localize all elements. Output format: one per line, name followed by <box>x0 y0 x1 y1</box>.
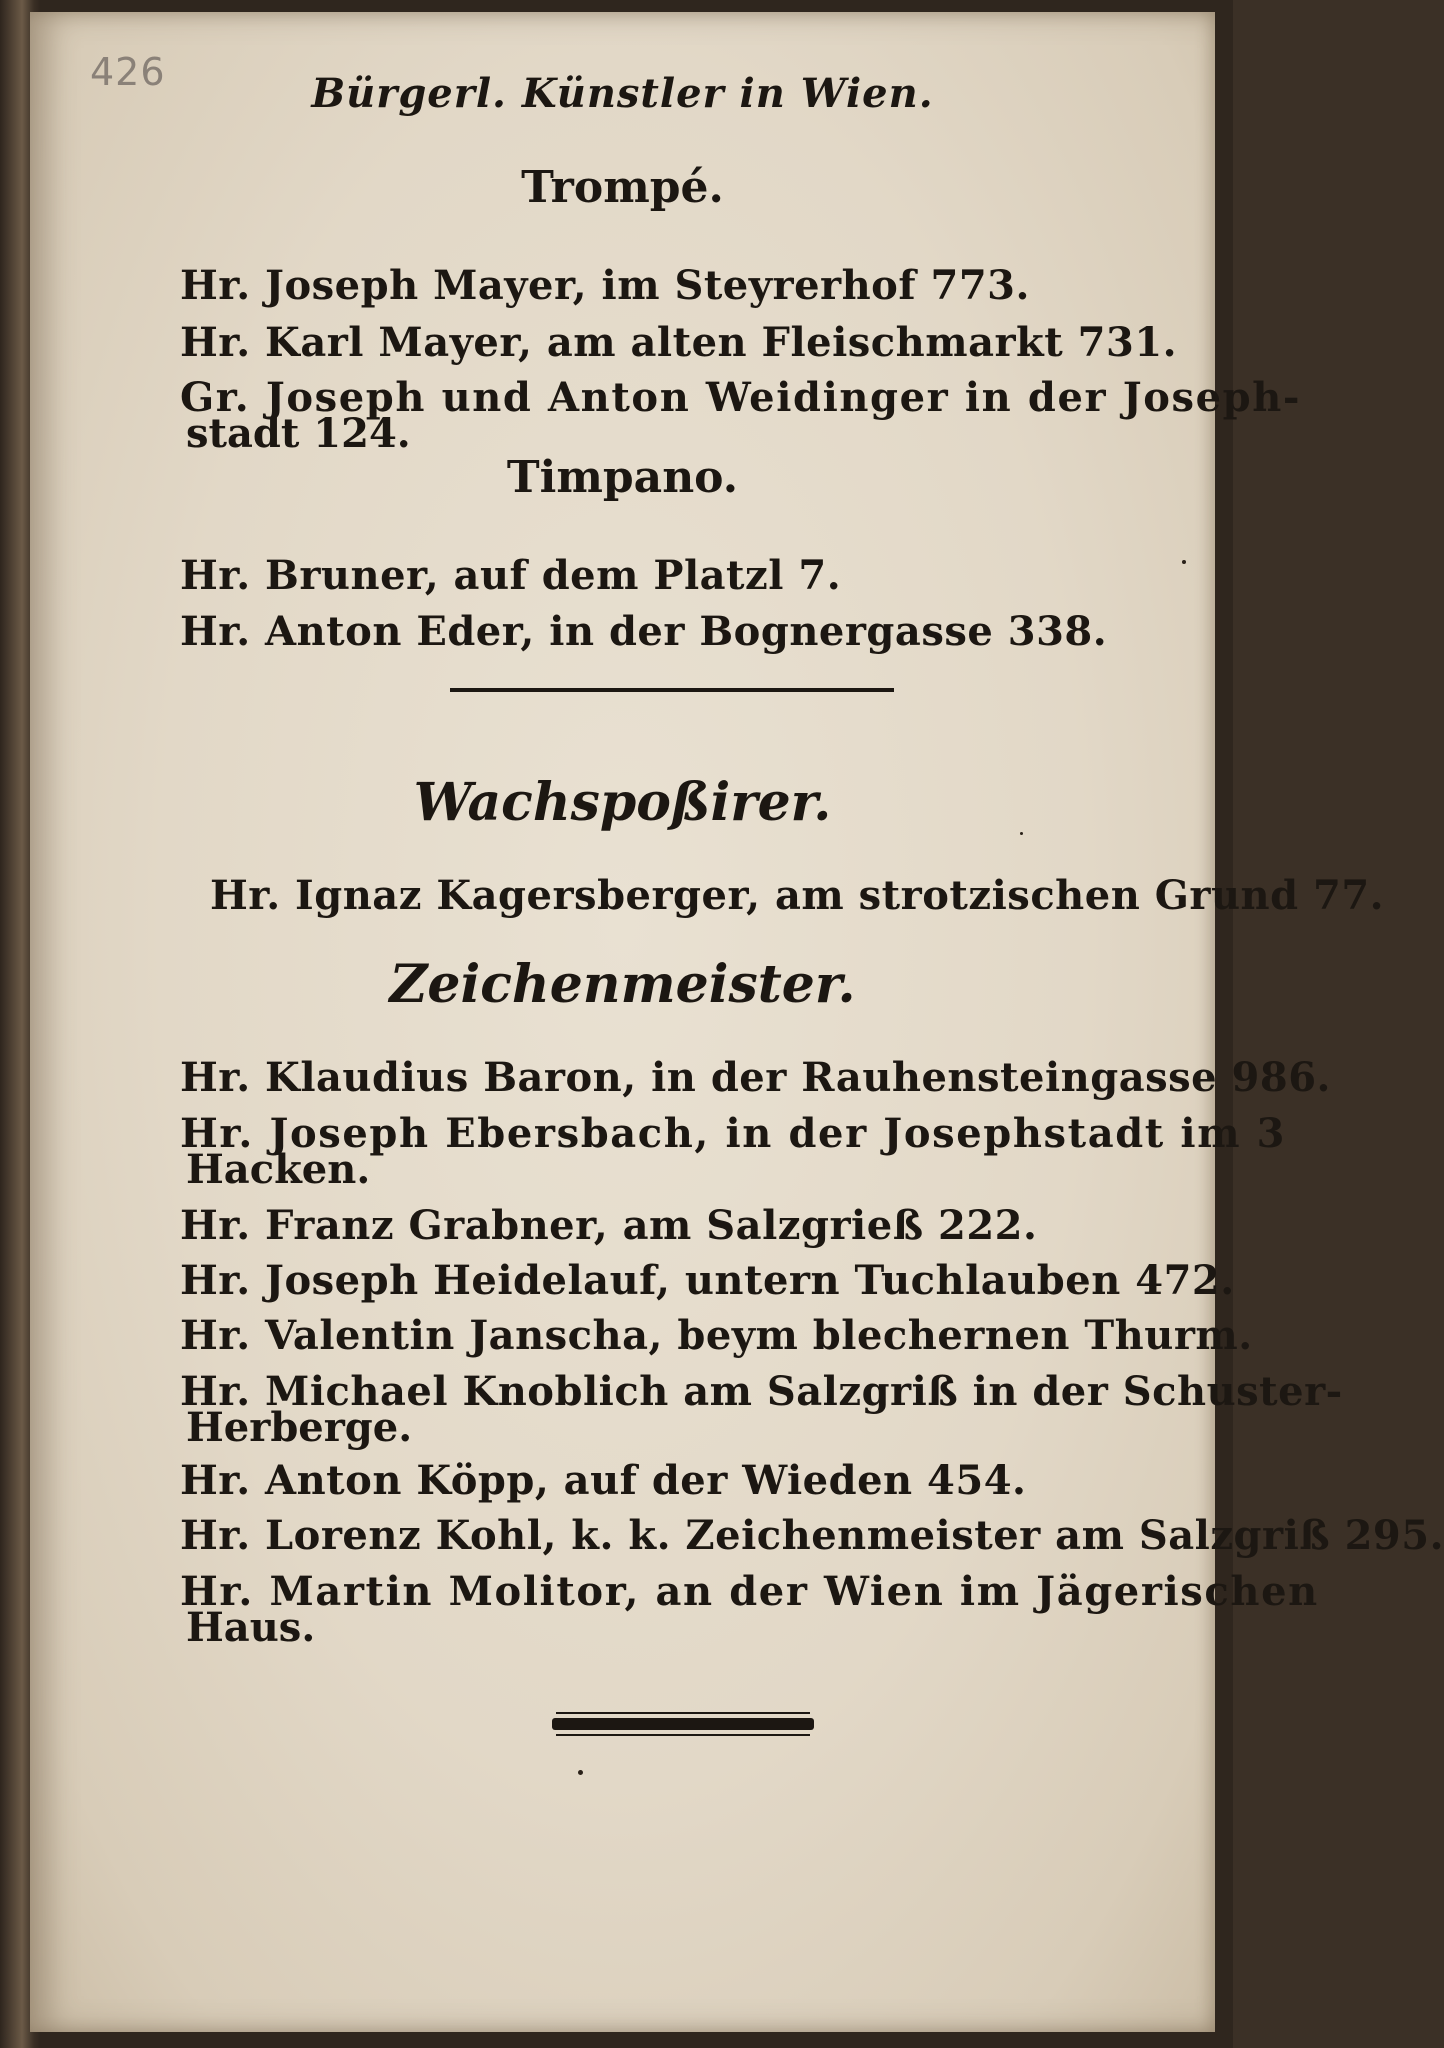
entry-line: Hr. Joseph Ebersbach, in der Josephstadt im 3 <box>180 1110 1287 1157</box>
running-head: Bürgerl. Künstler in Wien. <box>311 70 934 117</box>
entry-line: Hr. Ignaz Kagersberger, am strotzischen Grund 77. <box>210 872 1385 919</box>
entry-continuation: stadt 124. <box>186 410 411 457</box>
end-ornament <box>552 1712 814 1736</box>
book-page <box>30 12 1444 2032</box>
entry-line: Hr. Karl Mayer, am alten Fleischmarkt 731. <box>180 319 1178 366</box>
section-title-timpano: Timpano. <box>506 452 739 503</box>
entry-line: Hr. Martin Molitor, an der Wien im Jägerischen <box>180 1568 1319 1615</box>
section-title-trompe: Trompé. <box>521 162 724 213</box>
section-title-wachsposirer: Wachspoßirer. <box>413 772 832 833</box>
section-title-zeichenmeister: Zeichenmeister. <box>389 954 856 1015</box>
ornament-bar <box>552 1718 814 1730</box>
ornament-line <box>556 1734 810 1736</box>
entry-line: Hr. Michael Knoblich am Salzgriß in der Schuster- <box>180 1368 1343 1415</box>
entry-line: Hr. Anton Köpp, auf der Wieden 454. <box>180 1457 1027 1504</box>
entry-line: Hr. Lorenz Kohl, k. k. Zeichenmeister am Salzgriß 295. <box>180 1512 1444 1559</box>
page-number: 426 <box>90 50 166 94</box>
entry-continuation: Hacken. <box>186 1146 371 1193</box>
entry-continuation: Haus. <box>186 1604 316 1651</box>
entry-line: Hr. Bruner, auf dem Platzl 7. <box>180 552 842 599</box>
entry-line: Hr. Valentin Janscha, beym blechernen Thurm. <box>180 1312 1253 1359</box>
ink-speck <box>1020 832 1023 835</box>
entry-line: Hr. Franz Grabner, am Salzgrieß 222. <box>180 1202 1038 1249</box>
ink-speck <box>578 1770 583 1775</box>
entry-continuation: Herberge. <box>186 1404 413 1451</box>
ornament-line <box>556 1712 810 1714</box>
entry-line: Hr. Klaudius Baron, in der Rauhensteingasse 986. <box>180 1054 1331 1101</box>
entry-line: Hr. Joseph Heidelauf, untern Tuchlauben 472. <box>180 1257 1235 1304</box>
entry-line: Hr. Joseph Mayer, im Steyrerhof 773. <box>180 262 1030 309</box>
ink-speck <box>1182 560 1186 564</box>
section-divider <box>450 688 894 692</box>
entry-line: Hr. Anton Eder, in der Bognergasse 338. <box>180 608 1108 655</box>
entry-line: Gr. Joseph und Anton Weidinger in der Joseph- <box>180 374 1302 421</box>
